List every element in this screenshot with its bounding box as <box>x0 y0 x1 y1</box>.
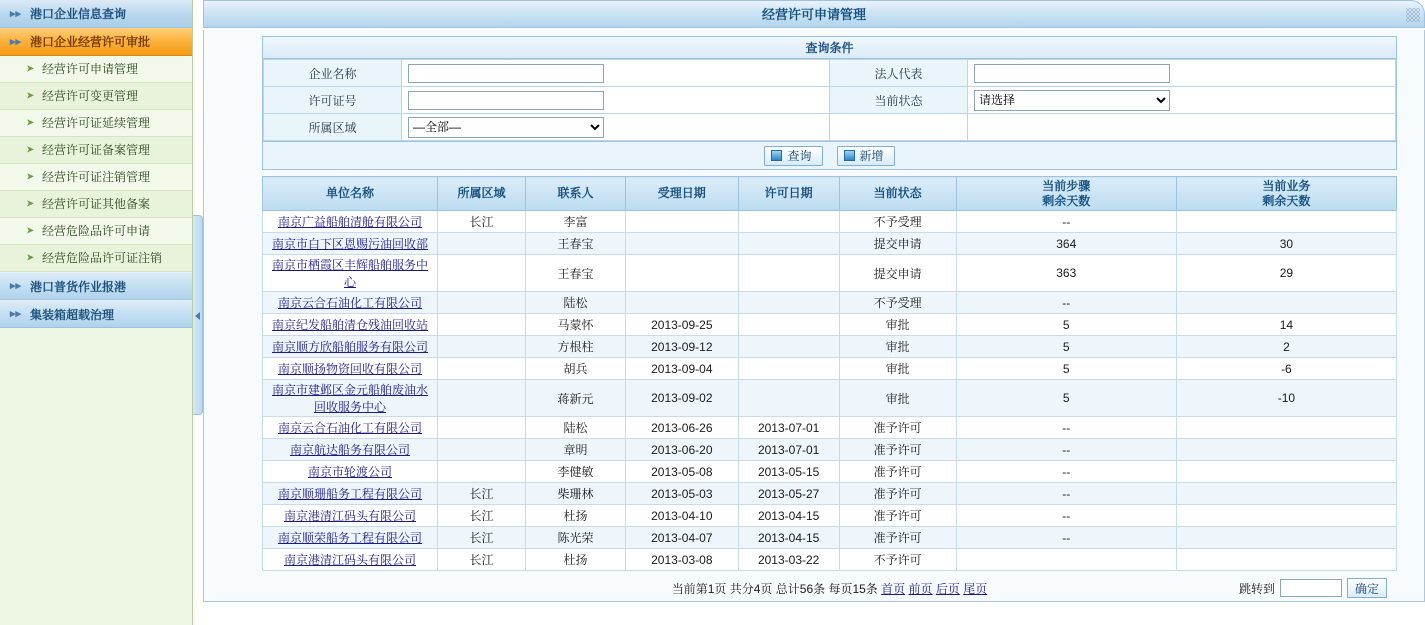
cell-company-name[interactable] <box>263 549 438 571</box>
chevron-left-icon <box>195 312 200 320</box>
cell-contact: 马蒙怀 <box>526 314 626 336</box>
table-row <box>263 439 1397 461</box>
cell-accept-date: 2013-09-25 <box>625 314 738 336</box>
cell-step-days: -- <box>956 505 1176 527</box>
company-name-link[interactable]: 南京顺扬物资回收有限公司 <box>278 362 423 376</box>
company-name-link[interactable]: 南京广益船舶清舱有限公司 <box>278 215 423 229</box>
pagination-center <box>262 580 1397 597</box>
cell-company-name[interactable] <box>263 292 438 314</box>
folder-icon: ▸▸ <box>10 280 22 292</box>
cell-step-days: 5 <box>956 358 1176 380</box>
cell-accept-date: 2013-04-10 <box>625 505 738 527</box>
cell-company-name[interactable] <box>263 233 438 255</box>
cell-license-date: 2013-05-27 <box>738 483 839 505</box>
cell-accept-date: 2013-09-12 <box>625 336 738 358</box>
sidebar-item-license-approval[interactable] <box>0 28 192 56</box>
table-row <box>263 233 1397 255</box>
table-row <box>263 358 1397 380</box>
company-name-link[interactable]: 南京顺荣船务工程有限公司 <box>278 531 423 545</box>
table-row <box>263 211 1397 233</box>
query-panel-title: 查询条件 <box>263 37 1396 59</box>
table-row <box>263 549 1397 571</box>
cell-status: 不予受理 <box>839 211 956 233</box>
sidebar-item-label: 经营许可证其他备案 <box>42 197 151 211</box>
header-name[interactable]: 单位名称 <box>263 177 438 211</box>
cell-contact: 王春宝 <box>526 255 626 292</box>
cell-status: 准予许可 <box>839 527 956 549</box>
cell-accept-date <box>625 233 738 255</box>
cell-accept-date: 2013-09-04 <box>625 358 738 380</box>
cell-status: 审批 <box>839 336 956 358</box>
header-step-days-line2: 剩余天数 <box>1042 193 1091 208</box>
header-step-days[interactable] <box>956 177 1176 211</box>
table-row <box>263 255 1397 292</box>
cell-contact: 章明 <box>526 439 626 461</box>
cell-license-date: 2013-07-01 <box>738 439 839 461</box>
cell-biz-days <box>1176 483 1396 505</box>
cell-biz-days: 2 <box>1176 336 1396 358</box>
cell-area: 长江 <box>438 483 526 505</box>
cell-license-date <box>738 211 839 233</box>
cell-company-name[interactable] <box>263 380 438 417</box>
legal-person-label: 法人代表 <box>830 60 968 87</box>
search-button[interactable] <box>764 146 822 166</box>
cell-area <box>438 255 526 292</box>
sidebar-item-label: 港口企业经营许可审批 <box>30 35 151 49</box>
main-panel <box>203 0 1425 625</box>
cell-step-days: -- <box>956 292 1176 314</box>
table-row <box>263 292 1397 314</box>
cell-area: 长江 <box>438 211 526 233</box>
sidebar <box>0 0 193 625</box>
cell-accept-date: 2013-05-03 <box>625 483 738 505</box>
cell-status: 不予受理 <box>839 292 956 314</box>
cell-contact: 杜扬 <box>526 505 626 527</box>
company-name-link[interactable]: 南京市建邺区金元船舶废油水回收服务中心 <box>272 383 429 414</box>
cell-contact: 方根柱 <box>526 336 626 358</box>
sidebar-item-label: 经营许可变更管理 <box>42 89 139 103</box>
cell-company-name[interactable] <box>263 461 438 483</box>
cell-contact: 李健敏 <box>526 461 626 483</box>
folder-icon: ▸▸ <box>10 7 22 20</box>
header-status[interactable]: 当前状态 <box>839 177 956 211</box>
cell-biz-days <box>1176 439 1396 461</box>
bullet-arrow-icon: ➤ <box>26 225 35 237</box>
cell-biz-days <box>1176 417 1396 439</box>
header-contact[interactable]: 联系人 <box>526 177 626 211</box>
sidebar-item-dangerous-cancel[interactable] <box>0 245 192 272</box>
company-input[interactable] <box>408 64 604 83</box>
header-biz-days-line1: 当前业务 <box>1262 178 1311 193</box>
company-label: 企业名称 <box>264 60 402 87</box>
table-row <box>263 380 1397 417</box>
cell-accept-date <box>625 292 738 314</box>
sidebar-item-other-record[interactable] <box>0 191 192 218</box>
table-row <box>263 461 1397 483</box>
cell-status: 准予许可 <box>839 483 956 505</box>
jump-input[interactable] <box>1280 579 1342 597</box>
current-status-label: 当前状态 <box>830 87 968 114</box>
table-row <box>263 505 1397 527</box>
spacer-cell-2 <box>968 114 1396 141</box>
cell-biz-days: -6 <box>1176 358 1396 380</box>
cell-accept-date: 2013-06-20 <box>625 439 738 461</box>
cell-accept-date: 2013-09-02 <box>625 380 738 417</box>
query-form <box>263 59 1396 141</box>
cell-license-date: 2013-03-22 <box>738 549 839 571</box>
table-row <box>263 314 1397 336</box>
cell-step-days: 5 <box>956 380 1176 417</box>
sidebar-item-label: 港口企业信息查询 <box>30 7 127 21</box>
cell-license-date: 2013-05-15 <box>738 461 839 483</box>
next-page-link[interactable]: 后页 <box>935 581 960 596</box>
cell-license-date <box>738 314 839 336</box>
query-row-1 <box>264 60 1396 87</box>
cell-contact: 李富 <box>526 211 626 233</box>
bullet-arrow-icon: ➤ <box>26 63 35 75</box>
cell-step-days: -- <box>956 439 1176 461</box>
cell-accept-date <box>625 211 738 233</box>
cell-company-name[interactable] <box>263 211 438 233</box>
cell-area <box>438 461 526 483</box>
cell-accept-date: 2013-03-08 <box>625 549 738 571</box>
sidebar-item-renewal-mgmt[interactable] <box>0 110 192 137</box>
pagination-jump <box>1239 578 1387 598</box>
jump-label: 跳转到 <box>1238 581 1275 596</box>
cell-license-date: 2013-04-15 <box>738 527 839 549</box>
sidebar-item-label: 经营许可证注销管理 <box>42 170 151 184</box>
cell-company-name[interactable] <box>263 417 438 439</box>
pagination-bar <box>262 573 1397 603</box>
header-license-date[interactable]: 许可日期 <box>738 177 839 211</box>
sidebar-item-company-info[interactable] <box>0 0 192 28</box>
company-name-link[interactable]: 南京云合石油化工有限公司 <box>278 296 423 310</box>
cell-biz-days: -10 <box>1176 380 1396 417</box>
content-area <box>203 30 1425 602</box>
cell-biz-days <box>1176 505 1396 527</box>
cell-biz-days <box>1176 292 1396 314</box>
cell-license-date: 2013-04-15 <box>738 505 839 527</box>
company-name-link[interactable]: 南京纪发船舶清仓残油回收站 <box>272 318 429 332</box>
query-button-row <box>262 142 1397 170</box>
cell-company-name[interactable] <box>263 439 438 461</box>
cell-step-days: -- <box>956 211 1176 233</box>
company-name-link[interactable]: 南京市轮渡公司 <box>308 465 393 479</box>
cell-area <box>438 336 526 358</box>
area-field-cell <box>402 114 830 141</box>
company-name-link[interactable]: 南京市白下区恩赐污油回收部 <box>272 237 429 251</box>
cell-license-date <box>738 255 839 292</box>
cell-area: 长江 <box>438 527 526 549</box>
cell-step-days: 363 <box>956 255 1176 292</box>
cell-status: 不予许可 <box>839 549 956 571</box>
bullet-arrow-icon: ➤ <box>26 144 35 156</box>
cell-contact: 陆松 <box>526 417 626 439</box>
cell-company-name[interactable] <box>263 483 438 505</box>
cell-company-name[interactable] <box>263 505 438 527</box>
cell-biz-days <box>1176 527 1396 549</box>
table-header-row <box>263 177 1397 211</box>
add-button-label: 新增 <box>859 149 884 163</box>
cell-status: 准予许可 <box>839 505 956 527</box>
cell-step-days: 5 <box>956 314 1176 336</box>
company-name-link[interactable]: 南京港清江码头有限公司 <box>284 509 417 523</box>
cell-area: 长江 <box>438 505 526 527</box>
sidebar-item-label: 经营许可证延续管理 <box>42 116 151 130</box>
sidebar-item-label: 经营危险品许可申请 <box>42 224 151 238</box>
page-title <box>203 0 1425 28</box>
search-icon <box>771 150 782 161</box>
cell-contact: 陆松 <box>526 292 626 314</box>
cell-company-name[interactable] <box>263 255 438 292</box>
jump-ok-button[interactable]: 确定 <box>1347 578 1387 598</box>
cell-area <box>438 314 526 336</box>
cell-step-days <box>956 549 1176 571</box>
cell-contact: 胡兵 <box>526 358 626 380</box>
sidebar-item-change-mgmt[interactable] <box>0 83 192 110</box>
cell-contact: 柴珊林 <box>526 483 626 505</box>
cell-license-date <box>738 233 839 255</box>
sidebar-collapse-handle[interactable] <box>193 215 203 415</box>
cell-step-days: -- <box>956 417 1176 439</box>
header-biz-days[interactable] <box>1176 177 1396 211</box>
cell-license-date <box>738 336 839 358</box>
license-no-input[interactable] <box>408 91 604 110</box>
resize-grip-icon[interactable] <box>1406 8 1420 22</box>
company-name-link[interactable]: 南京云合石油化工有限公司 <box>278 421 423 435</box>
sidebar-item-record-mgmt[interactable] <box>0 137 192 164</box>
area-select[interactable] <box>408 117 604 138</box>
cell-biz-days: 29 <box>1176 255 1396 292</box>
cell-biz-days <box>1176 461 1396 483</box>
cell-biz-days: 14 <box>1176 314 1396 336</box>
company-name-link[interactable]: 南京顺珊船务工程有限公司 <box>278 487 423 501</box>
folder-icon: ▸▸ <box>10 308 22 320</box>
current-status-field-cell <box>968 87 1396 114</box>
cell-company-name[interactable] <box>263 314 438 336</box>
cell-area <box>438 358 526 380</box>
current-status-select[interactable] <box>974 90 1170 111</box>
cell-area <box>438 380 526 417</box>
cell-accept-date: 2013-05-08 <box>625 461 738 483</box>
search-button-label: 查询 <box>787 149 812 163</box>
pagination-summary: 当前第1页 共分4页 总计56条 每页15条 <box>671 581 878 596</box>
cell-company-name[interactable] <box>263 527 438 549</box>
cell-biz-days <box>1176 549 1396 571</box>
sidebar-item-label: 经营许可申请管理 <box>42 62 139 76</box>
header-step-days-line1: 当前步骤 <box>1042 178 1091 193</box>
table-row <box>263 417 1397 439</box>
last-page-link[interactable]: 尾页 <box>963 581 988 596</box>
table-row <box>263 483 1397 505</box>
sidebar-item-label: 经营许可证备案管理 <box>42 143 151 157</box>
cell-status: 准予许可 <box>839 461 956 483</box>
bullet-arrow-icon: ➤ <box>26 171 35 183</box>
cell-area <box>438 439 526 461</box>
company-name-link[interactable]: 南京顺方欣船舶服务有限公司 <box>272 340 429 354</box>
bullet-arrow-icon: ➤ <box>26 198 35 210</box>
cell-biz-days: 30 <box>1176 233 1396 255</box>
spacer-cell-1 <box>830 114 968 141</box>
legal-person-input[interactable] <box>974 64 1170 83</box>
header-biz-days-line2: 剩余天数 <box>1262 193 1311 208</box>
cell-step-days: 364 <box>956 233 1176 255</box>
results-table-head <box>263 177 1397 211</box>
header-accept-date[interactable]: 受理日期 <box>625 177 738 211</box>
cell-step-days: 5 <box>956 336 1176 358</box>
company-name-link[interactable]: 南京市栖霞区丰辉船舶服务中心 <box>272 258 429 289</box>
sidebar-item-container-overload[interactable] <box>0 300 192 328</box>
cell-contact: 王春宝 <box>526 233 626 255</box>
cell-area <box>438 233 526 255</box>
table-row <box>263 527 1397 549</box>
sidebar-item-cancel-mgmt[interactable] <box>0 164 192 191</box>
bullet-arrow-icon: ➤ <box>26 90 35 102</box>
plus-icon <box>844 150 855 161</box>
cell-license-date <box>738 292 839 314</box>
results-table <box>262 176 1397 571</box>
bullet-arrow-icon: ➤ <box>26 117 35 129</box>
cell-contact: 杜扬 <box>526 549 626 571</box>
company-name-link[interactable]: 南京航达船务有限公司 <box>290 443 411 457</box>
cell-license-date <box>738 380 839 417</box>
cell-contact: 陈光荣 <box>526 527 626 549</box>
cell-status: 提交申请 <box>839 255 956 292</box>
cell-step-days: -- <box>956 483 1176 505</box>
query-panel <box>262 36 1397 142</box>
sidebar-item-label: 港口普货作业报港 <box>30 280 127 294</box>
cell-accept-date: 2013-04-07 <box>625 527 738 549</box>
sidebar-item-dangerous-apply[interactable] <box>0 218 192 245</box>
sidebar-item-label: 经营危险品许可证注销 <box>42 251 163 265</box>
results-table-body <box>263 211 1397 571</box>
header-area[interactable]: 所属区域 <box>438 177 526 211</box>
cell-step-days: -- <box>956 527 1176 549</box>
area-label: 所属区域 <box>264 114 402 141</box>
cell-company-name[interactable] <box>263 358 438 380</box>
license-no-label: 许可证号 <box>264 87 402 114</box>
table-row <box>263 336 1397 358</box>
cell-area: 长江 <box>438 549 526 571</box>
sidebar-item-general-cargo[interactable] <box>0 272 192 300</box>
company-field-cell <box>402 60 830 87</box>
query-row-3 <box>264 114 1396 141</box>
legal-person-field-cell <box>968 60 1396 87</box>
cell-status: 提交申请 <box>839 233 956 255</box>
cell-accept-date <box>625 255 738 292</box>
bullet-arrow-icon: ➤ <box>26 252 35 264</box>
license-no-field-cell <box>402 87 830 114</box>
sidebar-submenu <box>0 56 192 272</box>
query-row-2 <box>264 87 1396 114</box>
cell-accept-date: 2013-06-26 <box>625 417 738 439</box>
company-name-link[interactable]: 南京港清江码头有限公司 <box>284 553 417 567</box>
cell-contact: 蒋新元 <box>526 380 626 417</box>
cell-step-days: -- <box>956 461 1176 483</box>
cell-biz-days <box>1176 211 1396 233</box>
cell-area <box>438 417 526 439</box>
cell-status: 审批 <box>839 380 956 417</box>
cell-status: 审批 <box>839 358 956 380</box>
add-button[interactable] <box>837 146 895 166</box>
cell-license-date <box>738 358 839 380</box>
sidebar-item-label: 集装箱超载治理 <box>30 308 115 322</box>
sidebar-item-apply-mgmt[interactable] <box>0 56 192 83</box>
folder-open-icon: ▸▸ <box>10 35 22 48</box>
cell-area <box>438 292 526 314</box>
page-title-text: 经营许可申请管理 <box>761 7 866 22</box>
cell-status: 审批 <box>839 314 956 336</box>
cell-company-name[interactable] <box>263 336 438 358</box>
cell-license-date: 2013-07-01 <box>738 417 839 439</box>
cell-status: 准予许可 <box>839 417 956 439</box>
cell-status: 准予许可 <box>839 439 956 461</box>
first-page-link[interactable]: 首页 <box>881 581 906 596</box>
prev-page-link[interactable]: 前页 <box>908 581 933 596</box>
